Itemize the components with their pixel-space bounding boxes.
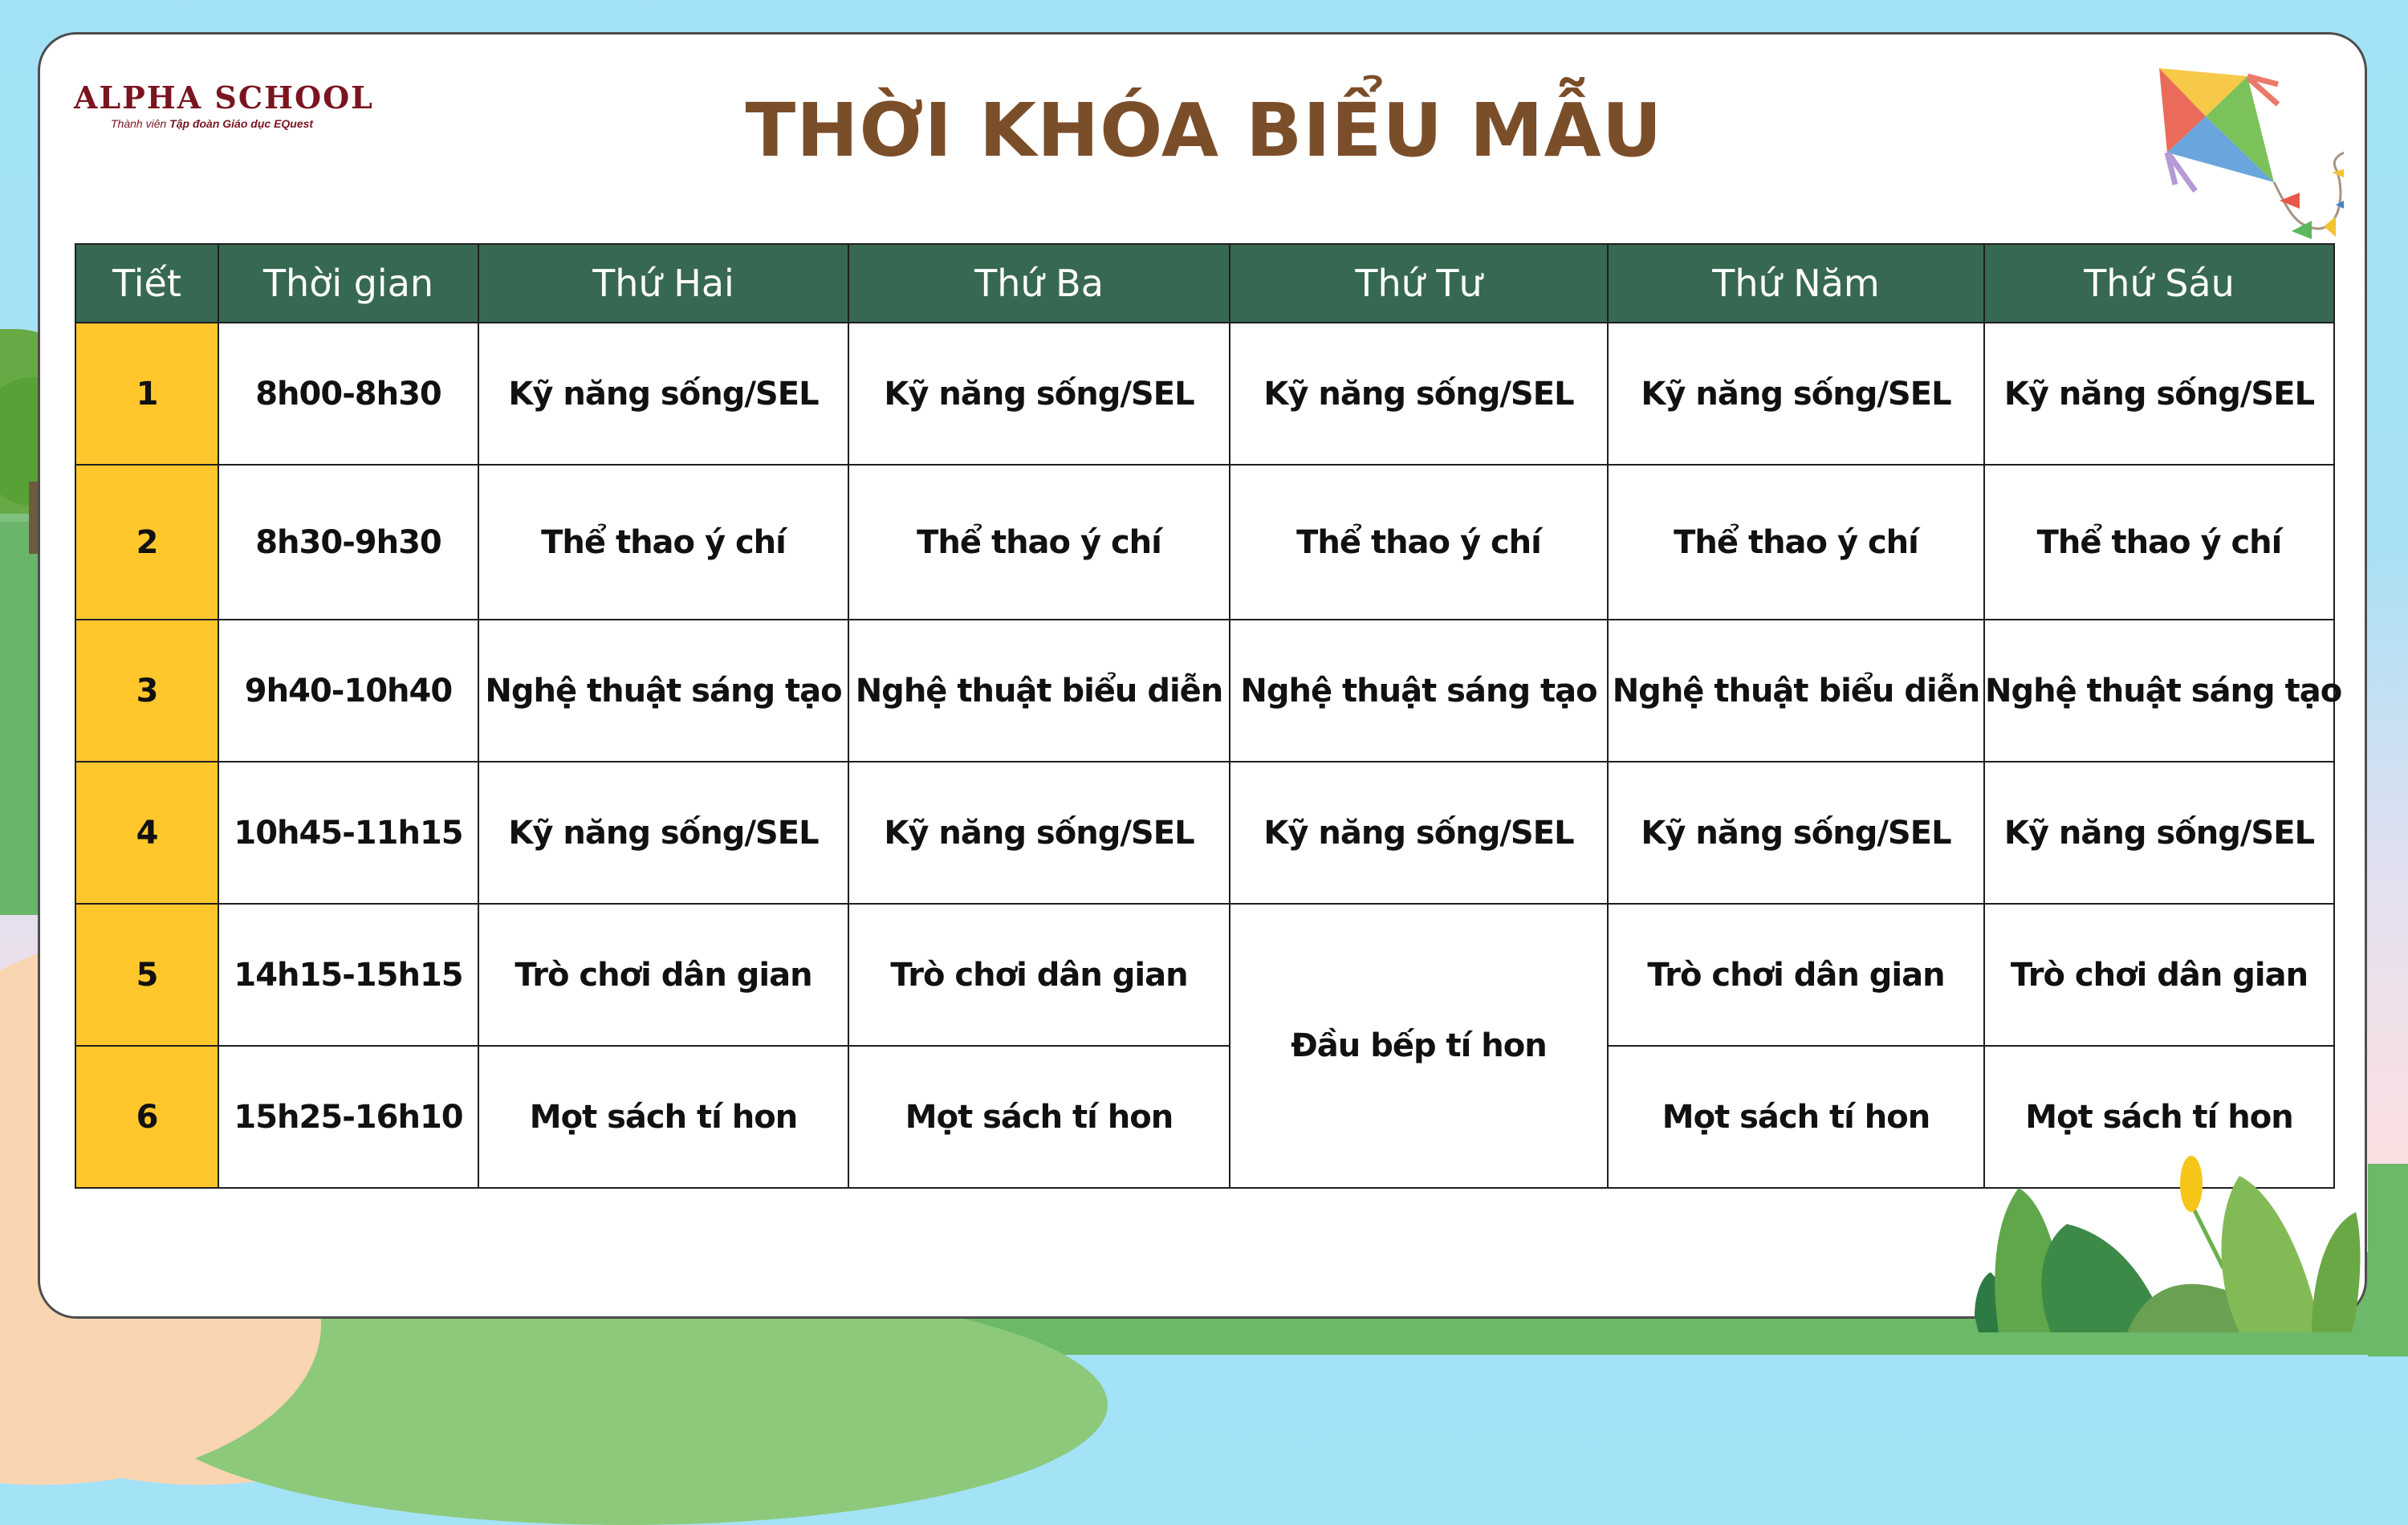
subject-cell: Mọt sách tí hon bbox=[478, 1046, 848, 1188]
table-row bbox=[75, 762, 2334, 904]
header-tuesday: Thứ Ba bbox=[848, 244, 1230, 323]
subject-cell: Nghệ thuật biểu diễn bbox=[848, 620, 1230, 762]
subject-cell: Nghệ thuật sáng tạo bbox=[1230, 620, 1608, 762]
table-header-row bbox=[75, 244, 2334, 323]
header-monday: Thứ Hai bbox=[478, 244, 848, 323]
subject-cell: Trò chơi dân gian bbox=[1984, 904, 2334, 1046]
subject-cell: Mọt sách tí hon bbox=[1608, 1046, 1984, 1188]
subject-cell: Kỹ năng sống/SEL bbox=[1984, 323, 2334, 465]
page-title: THỜI KHÓA BIỂU MẪU bbox=[745, 87, 1663, 173]
time-cell: 15h25-16h10 bbox=[218, 1046, 478, 1188]
table-row bbox=[75, 904, 2334, 1046]
logo-tagline-bold: Tập đoàn Giáo dục EQuest bbox=[169, 117, 314, 130]
subject-cell: Kỹ năng sống/SEL bbox=[1230, 323, 1608, 465]
period-cell: 2 bbox=[75, 465, 218, 620]
subject-cell: Nghệ thuật biểu diễn bbox=[1608, 620, 1984, 762]
period-cell: 1 bbox=[75, 323, 218, 465]
header-friday: Thứ Sáu bbox=[1984, 244, 2334, 323]
subject-cell: Kỹ năng sống/SEL bbox=[1608, 762, 1984, 904]
subject-cell: Thể thao ý chí bbox=[1608, 465, 1984, 620]
header-wednesday: Thứ Tư bbox=[1230, 244, 1608, 323]
header-time: Thời gian bbox=[218, 244, 478, 323]
subject-cell: Kỹ năng sống/SEL bbox=[848, 323, 1230, 465]
timetable bbox=[75, 243, 2342, 1189]
time-cell: 8h30-9h30 bbox=[218, 465, 478, 620]
subject-cell: Kỹ năng sống/SEL bbox=[478, 762, 848, 904]
logo-name: ALPHA SCHOOL bbox=[74, 79, 374, 116]
header-period: Tiết bbox=[75, 244, 218, 323]
subject-cell: Thể thao ý chí bbox=[848, 465, 1230, 620]
subject-cell: Thể thao ý chí bbox=[1984, 465, 2334, 620]
time-cell: 9h40-10h40 bbox=[218, 620, 478, 762]
subject-cell: Kỹ năng sống/SEL bbox=[1984, 762, 2334, 904]
subject-cell: Nghệ thuật sáng tạo bbox=[478, 620, 848, 762]
table-row bbox=[75, 323, 2334, 465]
logo-tagline-prefix: Thành viên bbox=[111, 117, 167, 130]
period-cell: 6 bbox=[75, 1046, 218, 1188]
header-thursday: Thứ Năm bbox=[1608, 244, 1984, 323]
subject-cell: Mọt sách tí hon bbox=[848, 1046, 1230, 1188]
subject-cell: Thể thao ý chí bbox=[478, 465, 848, 620]
subject-cell: Nghệ thuật sáng tạo bbox=[1984, 620, 2334, 762]
subject-cell: Mọt sách tí hon bbox=[1984, 1046, 2334, 1188]
time-cell: 14h15-15h15 bbox=[218, 904, 478, 1046]
subject-cell: Kỹ năng sống/SEL bbox=[848, 762, 1230, 904]
time-cell: 10h45-11h15 bbox=[218, 762, 478, 904]
subject-cell: Kỹ năng sống/SEL bbox=[478, 323, 848, 465]
period-cell: 4 bbox=[75, 762, 218, 904]
table-row bbox=[75, 620, 2334, 762]
subject-cell: Trò chơi dân gian bbox=[848, 904, 1230, 1046]
subject-cell-merged: Đầu bếp tí hon bbox=[1230, 904, 1608, 1188]
subject-cell: Thể thao ý chí bbox=[1230, 465, 1608, 620]
period-cell: 3 bbox=[75, 620, 218, 762]
subject-cell: Trò chơi dân gian bbox=[1608, 904, 1984, 1046]
plant-decoration-icon bbox=[1959, 1148, 2376, 1340]
period-cell: 5 bbox=[75, 904, 218, 1046]
subject-cell: Kỹ năng sống/SEL bbox=[1608, 323, 1984, 465]
subject-cell: Trò chơi dân gian bbox=[478, 904, 848, 1046]
time-cell: 8h00-8h30 bbox=[218, 323, 478, 465]
subject-cell: Kỹ năng sống/SEL bbox=[1230, 762, 1608, 904]
table-row bbox=[75, 465, 2334, 620]
kite-icon bbox=[2119, 48, 2344, 241]
